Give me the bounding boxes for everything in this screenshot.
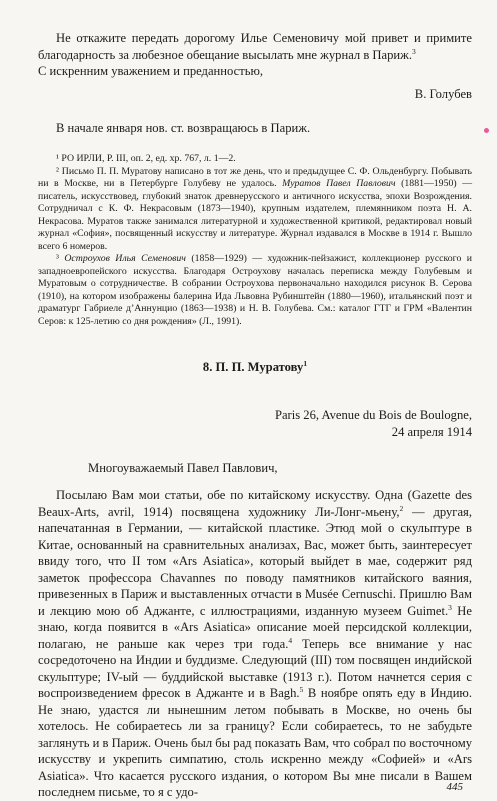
- footnote-ref: 3: [448, 602, 452, 612]
- page-number: 445: [446, 781, 463, 793]
- footnotes: [38, 153, 472, 328]
- footnote-3: ³ Остроухов Илья Семенович (1858—1929) — художник-пейзажист, коллекционер русского и западноевропейского искусства. Благодаря Остроухову началась переписка между Голубевым и Муратовым о сотрудничестве. В собрании Остроухова первоначально находился рисунок В. Серова (1910), на котором изображены балерина Ида Львовна Рубинштейн (1880—1960), итальянский поэт и драматург Габриеле д’Аннунцио (1863—1938) и Н. В. Голубева. См.: каталог ГТГ и ГРМ «Валентин Серов: к 125-летию со дня рождения» (Л., 1991).: [38, 253, 472, 327]
- letter-address: [38, 407, 472, 440]
- footnote-ref: 2: [399, 503, 404, 513]
- footnote-2: ² Письмо П. П. Муратову написано в тот же день, что и предыдущее С. Ф. Ольденбургу. Побывать ни в Москве, ни в Петербурге Голубеву не удалось. Муратов Павел Павлович (1881—1950) — писатель, искусствовед, глубокий знаток древнерусского и античного искусства, эпохи Возрождения. Сотрудничал с К. Ф. Некрасовым (1873—1940), крупным издателем, племянником поэта Н. А. Некрасова. Муратов также занимался литературной и художественной критикой, редактировал новый журнал «София», посвященный искусству и литературе. Журнал издавался в Москве в 1914 г. Вышло всего 6 номеров.: [38, 165, 472, 252]
- regards-line: С искренним уважением и преданностью,: [38, 64, 264, 78]
- footnote-ref: 4: [288, 635, 293, 645]
- footnote-ref: 3: [412, 46, 416, 56]
- postscript: В начале января нов. ст. возвращаюсь в Париж.: [56, 121, 311, 135]
- closing-text: Не откажите передать дорогому Илье Семеновичу мой привет и примите благодарность за любезное обещание высылать мне журнал в Париж.$^3$: [38, 31, 472, 62]
- footnote-1: ¹ РО ИРЛИ, Р. III, оп. 2, ед. хр. 767, л. 1—2.: [56, 153, 236, 164]
- closing-paragraph: [38, 30, 472, 80]
- date-line: 24 апреля 1914: [391, 424, 472, 439]
- footnote-ref: 1: [303, 358, 308, 368]
- salutation: Многоуважаемый Павел Павлович,: [88, 461, 278, 475]
- signature: В. Голубев: [414, 87, 472, 101]
- pink-mark: [484, 128, 489, 133]
- letter-body: Посылаю Вам мои статьи, обе по китайскому искусству. Одна (Gazette des Beaux-Arts, avril, 1914) посвящена художнику Ли-Лонг-мьену,$^2$ — другая, напечатанная в Германии, — китайской пластике. Этюд мой о скульптуре в Китае, основанный на сравнительных анализах, Вас, может быть, заинтересует ввиду того, что II том «Ars Asiatica», который выйдет в мае, содержит ряд заметок профессора Chavannes по поводу памятников китайского ваяния, привезенных в Париж и выставленных отчасти в Musée Cernuschi. Пришлю Вам и лекцию мою об Аджанте, с иллюстрациями, изданную музеем Guimet.$^3$ Не знаю, когда появится в «Ars Asiatica» описание моей персидской коллекции, полагаю, не раньше как через три года.$^4$ Теперь все внимание у нас сосредоточено на Индии и буддизме. Следующий (III) том посвящен индийской скульптуре; IV-ый — буддийской выставке (1913 г.). Потом начнется серия с воспроизведением фресок в Аджанте и в Bagh.$^5$ В ноябре опять еду в Индию. Не знаю, удастся ли нынешним летом побывать в Москве, но очень бы хотелось. Не собираетесь ли за границу? Если собираетесь, то не забудьте заглянуть и в Париж. Очень был бы рад показать Вам, что собрал по восточному искусству и укрепить симпатию, столь искренно между «Софией» и «Ars Asiatica». Что касается русского издания, о котором Вы мне писали в Вашем последнем письме, то я с удо-: [38, 488, 472, 799]
- footnote-ref: 5: [299, 684, 304, 694]
- letter-heading: 8. П. П. Муратову$^1$: [202, 358, 308, 374]
- address-line: Paris 26, Avenue du Bois de Boulogne,: [274, 408, 472, 422]
